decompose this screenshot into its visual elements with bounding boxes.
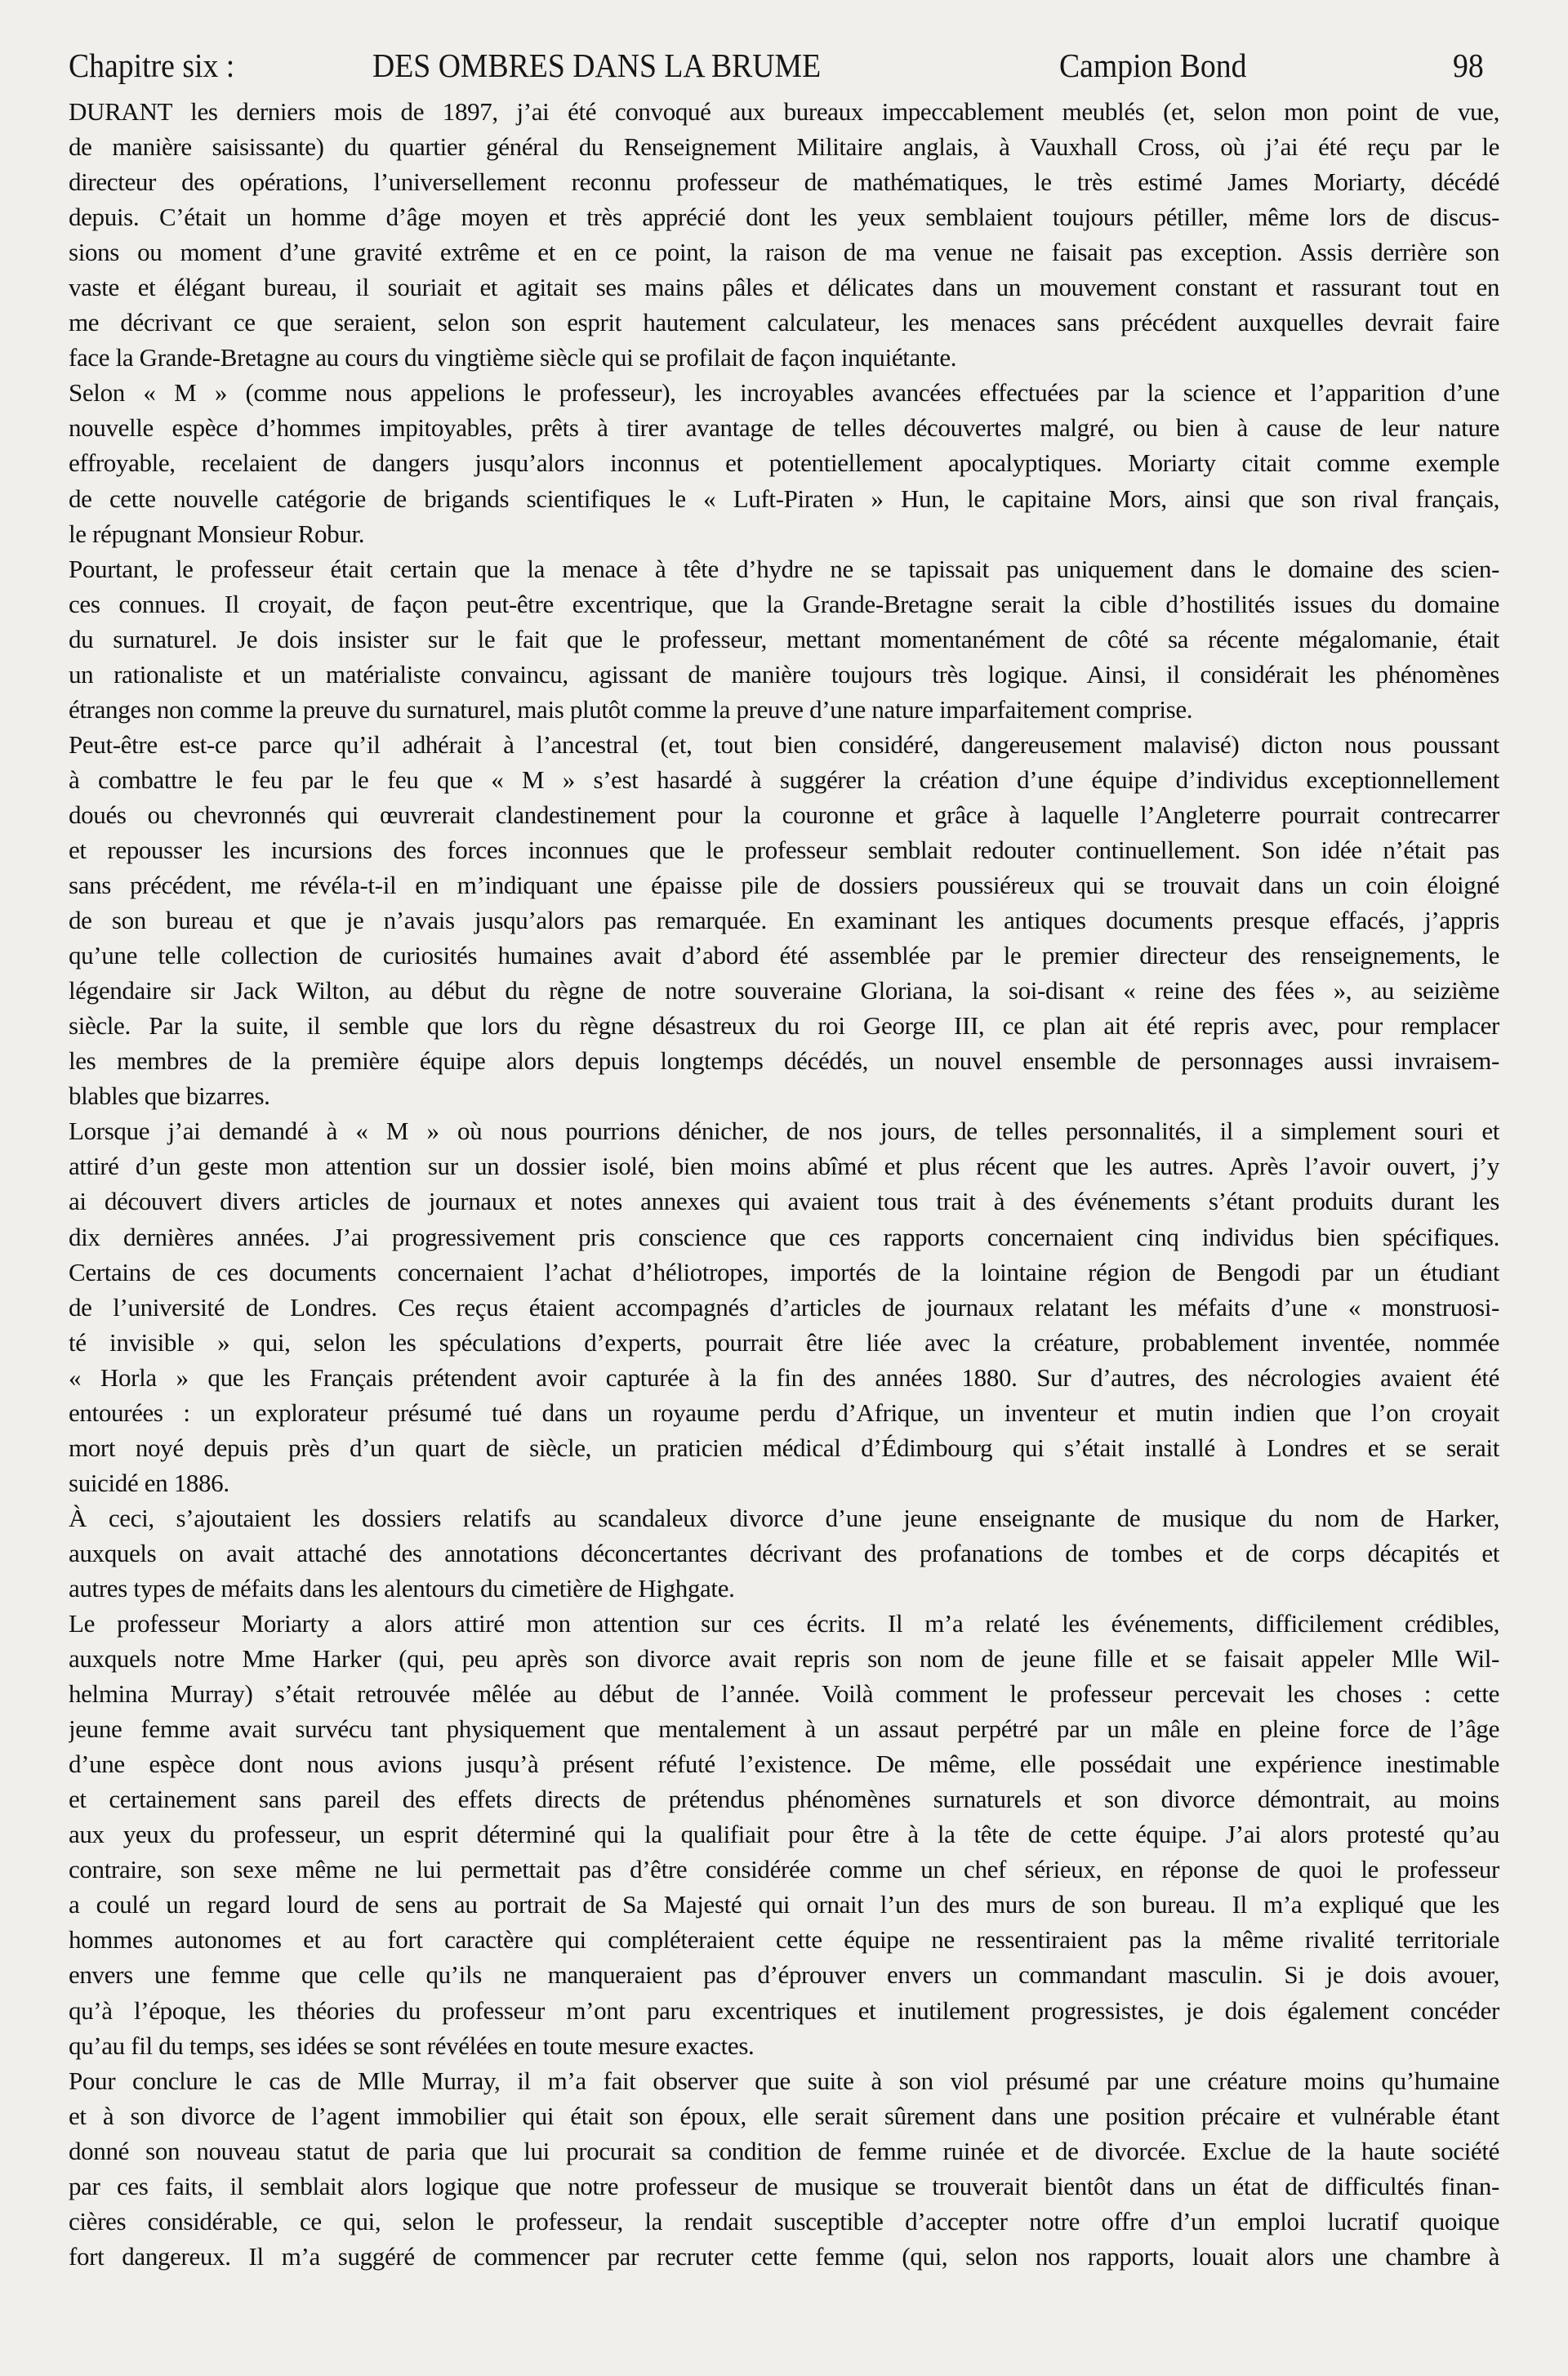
text-line: siècle. Par la suite, il semble que lors du règne désastreux du roi George III, ce plan ait été repris avec, pour remplacer bbox=[69, 1011, 1499, 1041]
chapter-label: Chapitre six : bbox=[69, 47, 235, 84]
text-line: Pourtant, le professeur était certain que la menace à tête d’hydre ne se tapissait pas uniquement dans le domaine des scien- bbox=[69, 554, 1499, 583]
text-line: suicidé en 1886. bbox=[69, 1468, 229, 1497]
text-line: me décrivant ce que seraient, selon son esprit hautement calculateur, les menaces sans précédent auxquelles devrait faire bbox=[69, 308, 1499, 337]
text-line: de manière saisissante) du quartier général du Renseignement Militaire anglais, à Vauxhall Cross, où j’ai été reçu par le bbox=[69, 132, 1499, 162]
text-line: Pour conclure le cas de Mlle Murray, il m’a fait observer que suite à son viol présumé par une créature moins qu’humaine bbox=[69, 2066, 1499, 2095]
text-line: de son bureau et que je n’avais jusqu’alors pas remarquée. En examinant les antiques documents presque effacés, j’appris bbox=[69, 906, 1499, 935]
paragraph bbox=[69, 2063, 1499, 2274]
text-line: par ces faits, il semblait alors logique que notre professeur de musique se trouverait bientôt dans un état de difficultés finan- bbox=[69, 2171, 1499, 2200]
text-line: et repousser les incursions des forces inconnues que le professeur semblait redouter continuellement. Son idée n’était pas bbox=[69, 835, 1499, 864]
text-line: ai découvert divers articles de journaux et notes annexes qui avaient tous trait à des événements s’étant produits durant les bbox=[69, 1187, 1499, 1216]
body-text bbox=[69, 94, 1499, 2274]
text-line: depuis. C’était un homme d’âge moyen et très apprécié dont les yeux semblaient toujours pétiller, même lors de discus- bbox=[69, 203, 1499, 232]
text-line: ces connues. Il croyait, de façon peut-être excentrique, que la Grande-Bretagne serait la cible d’hostilités issues du domaine bbox=[69, 589, 1499, 618]
text-line: Lorsque j’ai demandé à « M » où nous pourrions dénicher, de nos jours, de telles personnalités, il a simplement souri et bbox=[69, 1117, 1499, 1146]
paragraph bbox=[69, 375, 1499, 551]
text-line: qu’une telle collection de curiosités humaines avait d’abord été assemblée par le premier directeur des renseignements, le bbox=[69, 941, 1499, 970]
text-line: doués ou chevronnés qui œuvrerait clandestinement pour la couronne et grâce à laquelle l’Angleterre pourrait contrecarrer bbox=[69, 800, 1499, 829]
text-line: à combattre le feu par le feu que « M » s’est hasardé à suggérer la création d’une équipe d’individus exceptionnellement bbox=[69, 765, 1499, 794]
text-line: té invisible » qui, selon les spéculations d’experts, pourrait être liée avec la créature, probablement inventée, nommée bbox=[69, 1327, 1499, 1357]
text-line: le répugnant Monsieur Robur. bbox=[69, 519, 365, 548]
author-name: Campion Bond bbox=[1059, 47, 1247, 84]
text-line: Selon « M » (comme nous appelions le professeur), les incroyables avancées effectuées par la science et l’apparition d’une bbox=[69, 378, 1499, 408]
chapter-title: DES OMBRES DANS LA BRUME bbox=[372, 47, 822, 84]
text-line: contraire, son sexe même ne lui permettait pas d’être considérée comme un chef sérieux, en réponse de quoi le professeur bbox=[69, 1855, 1499, 1884]
text-line: attiré d’un geste mon attention sur un dossier isolé, bien moins abîmé et plus récent que les autres. Après l’avoir ouvert, j’y bbox=[69, 1152, 1499, 1181]
text-line: mort noyé depuis près d’un quart de siècle, un praticien médical d’Édimbourg qui s’était installé à Londres et se serait bbox=[69, 1433, 1499, 1462]
text-line: DURANT les derniers mois de 1897, j’ai été convoqué aux bureaux impeccablement meublés (et, selon mon point de vue, bbox=[69, 97, 1499, 126]
paragraph bbox=[69, 1606, 1499, 2063]
text-line: qu’au fil du temps, ses idées se sont révélées en toute mesure exactes. bbox=[69, 2031, 755, 2060]
paragraph bbox=[69, 1500, 1499, 1606]
text-line: Peut-être est-ce parce qu’il adhérait à l’ancestral (et, tout bien considéré, dangereusement malavisé) dicton nous poussant bbox=[69, 729, 1499, 759]
running-header bbox=[69, 42, 1499, 88]
text-line: et certainement sans pareil des effets directs de prétendus phénomènes surnaturels et son divorce démontrait, au moins bbox=[69, 1785, 1499, 1814]
text-line: nouvelle espèce d’hommes impitoyables, prêts à tirer avantage de telles découvertes malgré, ou bien à cause de leur nature bbox=[69, 413, 1499, 443]
text-line: entourées : un explorateur présumé tué dans un royaume perdu d’Afrique, un inventeur et mutin indien que l’on croyait bbox=[69, 1398, 1499, 1427]
text-line: a coulé un regard lourd de sens au portrait de Sa Majesté qui ornait l’un des murs de son bureau. Il m’a expliqué que les bbox=[69, 1890, 1499, 1919]
text-line: vaste et élégant bureau, il souriait et agitait ses mains pâles et délicates dans un mouvement constant et rassurant tout en bbox=[69, 273, 1499, 302]
text-line: du surnaturel. Je dois insister sur le fait que le professeur, mettant momentanément de côté sa récente mégalomanie, était bbox=[69, 624, 1499, 653]
text-line: de l’université de Londres. Ces reçus étaient accompagnés d’articles de journaux relatant les méfaits d’une « monstruosi- bbox=[69, 1292, 1499, 1322]
paragraph bbox=[69, 1113, 1499, 1500]
paragraph bbox=[69, 94, 1499, 375]
text-line: de cette nouvelle catégorie de brigands scientifiques le « Luft-Piraten » Hun, le capitaine Mors, ainsi que son rival français, bbox=[69, 484, 1499, 513]
page-number: 98 bbox=[1453, 47, 1484, 84]
text-line: À ceci, s’ajoutaient les dossiers relatifs au scandaleux divorce d’une jeune enseignante de musique du nom de Harker, bbox=[69, 1503, 1499, 1532]
text-line: légendaire sir Jack Wilton, au début du règne de notre souveraine Gloriana, la soi-disant « reine des fées », au seizième bbox=[69, 976, 1499, 1005]
text-line: sions ou moment d’une gravité extrême et en ce point, la raison de ma venue ne faisait pas exception. Assis derrière son bbox=[69, 238, 1499, 267]
text-line: d’une espèce dont nous avions jusqu’à présent réfuté l’existence. De même, elle possédait une expérience inestimable bbox=[69, 1750, 1499, 1779]
text-line: helmina Murray) s’était retrouvée mêlée au début de l’année. Voilà comment le professeur percevait les choses : cette bbox=[69, 1679, 1499, 1709]
text-line: « Horla » que les Français prétendent avoir capturée à la fin des années 1880. Sur d’autres, des nécrologies avaient été bbox=[69, 1362, 1499, 1392]
text-line: étranges non comme la preuve du surnaturel, mais plutôt comme la preuve d’une nature imparfaitement comprise. bbox=[69, 694, 1193, 724]
text-line: fort dangereux. Il m’a suggéré de commencer par recruter cette femme (qui, selon nos rapports, louait alors une chambre à bbox=[69, 2241, 1499, 2271]
text-line: cières considérable, ce qui, selon le professeur, la rendait susceptible d’accepter notre offre d’un emploi lucratif quoique bbox=[69, 2206, 1499, 2236]
text-line: dix dernières années. J’ai progressivement pris conscience que ces rapports concernaient cinq individus bien spécifiques. bbox=[69, 1222, 1499, 1251]
paragraph bbox=[69, 551, 1499, 727]
text-line: donné son nouveau statut de paria que lui procurait sa condition de femme ruinée et de divorcée. Exclue de la haute société bbox=[69, 2136, 1499, 2165]
text-line: jeune femme avait survécu tant physiquement que mentalement à un assaut perpétré par un mâle en pleine force de l’âge bbox=[69, 1714, 1499, 1744]
text-line: blables que bizarres. bbox=[69, 1081, 270, 1111]
text-line: directeur des opérations, l’universellement reconnu professeur de mathématiques, le très estimé James Moriarty, décédé bbox=[69, 167, 1499, 197]
text-line: face la Grande-Bretagne au cours du vingtième siècle qui se profilait de façon inquiétante. bbox=[69, 343, 957, 372]
paragraph bbox=[69, 727, 1499, 1114]
text-line: Certains de ces documents concernaient l’achat d’héliotropes, importés de la lointaine région de Bengodi par un étudiant bbox=[69, 1257, 1499, 1286]
text-line: les membres de la première équipe alors depuis longtemps décédés, un nouvel ensemble de personnages aussi invraisem- bbox=[69, 1046, 1499, 1076]
text-line: et à son divorce de l’agent immobilier qui était son époux, elle serait sûrement dans une position précaire et vulnérable étant bbox=[69, 2101, 1499, 2130]
text-line: hommes autonomes et au fort caractère qui compléteraient cette équipe ne ressentiraient pas la même rivalité territoriale bbox=[69, 1925, 1499, 1955]
text-line: auxquels on avait attaché des annotations déconcertantes décrivant des profanations de tombes et de corps décapités et bbox=[69, 1538, 1499, 1567]
text-line: autres types de méfaits dans les alentours du cimetière de Highgate. bbox=[69, 1573, 735, 1603]
text-line: aux yeux du professeur, un esprit déterminé qui la qualifiait pour être à la tête de cette équipe. J’ai alors protesté qu’au bbox=[69, 1820, 1499, 1849]
text-line: qu’à l’époque, les théories du professeur m’ont paru excentriques et inutilement progressistes, je dois également concéder bbox=[69, 1995, 1499, 2025]
text-line: effroyable, recelaient de dangers jusqu’alors inconnus et potentiellement apocalyptiques. Moriarty citait comme exemple bbox=[69, 448, 1499, 478]
text-line: envers une femme que celle qu’ils ne manqueraient pas d’éprouver envers un commandant masculin. Si je dois avouer, bbox=[69, 1960, 1499, 1990]
text-line: sans précédent, me révéla-t-il en m’indiquant une épaisse pile de dossiers poussiéreux qui se trouvait dans un coin éloigné bbox=[69, 871, 1499, 900]
text-line: un rationaliste et un matérialiste convaincu, agissant de manière toujours très logique. Ainsi, il considérait les phénomènes bbox=[69, 659, 1499, 689]
text-line: auxquels notre Mme Harker (qui, peu après son divorce avait repris son nom de jeune fille et se faisait appeler Mlle Wil- bbox=[69, 1644, 1499, 1674]
text-line: Le professeur Moriarty a alors attiré mon attention sur ces écrits. Il m’a relaté les événements, difficilement crédibles, bbox=[69, 1609, 1499, 1638]
